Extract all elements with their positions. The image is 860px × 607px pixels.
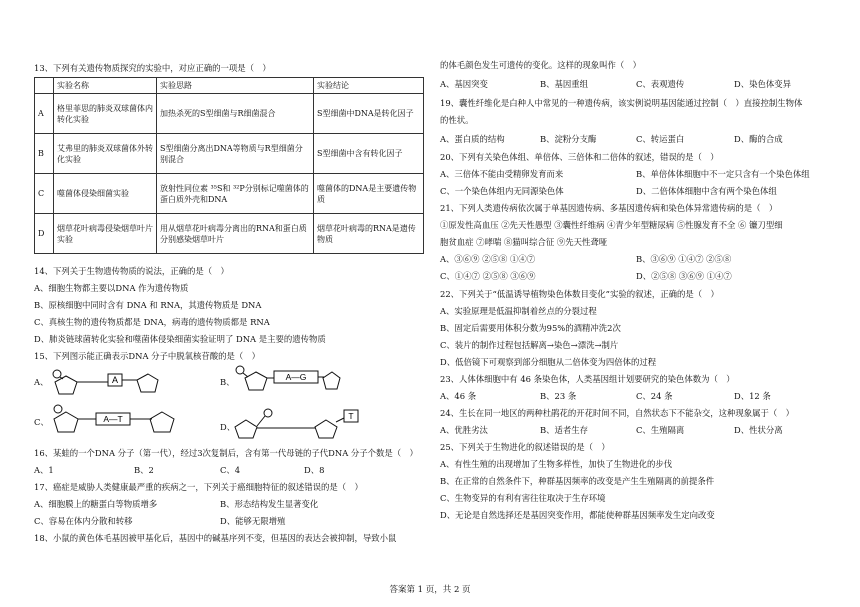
q15-option-a-base: A — [111, 375, 119, 385]
table-header-cell: 实验思路 — [157, 78, 314, 94]
q17-option-b: B、形态结构发生显著变化 — [220, 499, 319, 509]
q13-stem: 13、下列有关遗传物质探究的实验中，对应正确的一项是（ ） — [34, 63, 271, 73]
q22-stem: 22、下列关于“低温诱导植物染色体数目变化”实验的叙述，正确的是（ ） — [440, 289, 719, 299]
q21-option-b: B、③⑥⑨ ①④⑦ ②⑤⑧ — [636, 254, 732, 264]
table-cell-result: S型细菌中含有转化因子 — [314, 134, 424, 174]
q18-option-d: D、染色体变异 — [734, 79, 791, 89]
table-cell-opt: B — [35, 134, 54, 174]
q18-option-b: B、基因重组 — [540, 79, 589, 89]
q17-option-a: A、细胞膜上的糖蛋白等物质增多 — [34, 499, 158, 509]
q23-option-a: A、46 条 — [440, 391, 477, 401]
table-cell-name: 烟草花叶病毒侵染烟草叶片实验 — [54, 214, 157, 254]
table-cell-opt: A — [35, 94, 54, 134]
q24-option-a: A、优胜劣汰 — [440, 425, 488, 435]
q19-option-a: A、蛋白质的结构 — [440, 134, 505, 144]
table-cell-result: 噬菌体的DNA是主要遗传物质 — [314, 174, 424, 214]
table-header-row — [35, 78, 424, 94]
q15-stem: 15、下列图示能正确表示DNA 分子中脱氧核苷酸的是（ ） — [34, 351, 261, 361]
q24-option-c: C、生殖隔离 — [636, 425, 685, 435]
table-header-cell — [35, 78, 54, 94]
table-row — [35, 134, 424, 174]
q16-option-d: D、8 — [304, 465, 325, 475]
q21-items: ①原发性高血压 ②先天性愚型 ③囊性纤维病 ④青少年型糖尿病 ⑤性腺发育不全 ⑥ 镰刀型细 — [440, 220, 783, 230]
table-cell-name: 格里菲思的肺炎双球菌体内转化实验 — [54, 94, 157, 134]
q18-stem-continued: 的体毛颜色发生可遗传的变化。这样的现象叫作（ ） — [440, 60, 641, 70]
page-footer: 答案第 1 页，共 2 页 — [389, 585, 471, 595]
q18-option-a: A、基因突变 — [440, 79, 488, 89]
q15-option-a-label: A、 — [34, 377, 49, 387]
q22-option-d: D、低倍镜下可观察到部分细胞从二倍体变为四倍体的过程 — [440, 357, 657, 367]
q14-stem: 14、下列关于生物遗传物质的说法，正确的是（ ） — [34, 266, 229, 276]
q16-option-b: B、2 — [134, 465, 154, 475]
table-cell-name: 噬菌体侵染细菌实验 — [54, 174, 157, 214]
q23-option-d: D、12 条 — [734, 391, 771, 401]
table-row — [35, 214, 424, 254]
q20-stem: 20、下列有关染色体组、单倍体、三倍体和二倍体的叙述，错误的是（ ） — [440, 152, 719, 162]
table-cell-opt: D — [35, 214, 54, 254]
q19-option-c: C、转运蛋白 — [636, 134, 685, 144]
table-header-cell: 实验名称 — [54, 78, 157, 94]
q15-option-d-label: D、 — [220, 422, 236, 432]
q15-option-c-base: A—T — [103, 414, 123, 424]
q19-option-d: D、酶的合成 — [734, 134, 783, 144]
q25-option-b: B、在正常的自然条件下，种群基因频率的改变是产生生殖隔离的前提条件 — [440, 476, 715, 486]
q15-option-c-diagram — [50, 404, 190, 438]
q14-option-b: B、原核细胞中同时含有 DNA 和 RNA，其遗传物质是 DNA — [34, 300, 262, 310]
q15-option-b-diagram — [232, 362, 342, 398]
q23-option-c: C、24 条 — [636, 391, 673, 401]
q21-option-c: C、①④⑦ ②⑤⑧ ③⑥⑨ — [440, 271, 536, 281]
q20-option-a: A、三倍体不能由受精卵发育而来 — [440, 169, 564, 179]
q19-option-b: B、淀粉分支酶 — [540, 134, 597, 144]
q24-option-d: D、性状分离 — [734, 425, 783, 435]
q22-option-c: C、装片的制作过程包括解离→染色→漂洗→制片 — [440, 340, 619, 350]
table-cell-result: S型细菌中DNA是转化因子 — [314, 94, 424, 134]
q19-stem-line2: 的性状。 — [440, 115, 474, 125]
q17-stem: 17、癌症是威胁人类健康最严重的疾病之一，下列关于癌细胞特征的叙述错误的是（ ） — [34, 482, 363, 492]
table-cell-idea: 放射性同位素 ³⁵S和 ³²P分别标记噬菌体的蛋白质外壳和DNA — [157, 174, 314, 214]
q17-option-c: C、容易在体内分散和转移 — [34, 516, 133, 526]
q16-option-a: A、1 — [34, 465, 54, 475]
q14-option-d: D、肺炎链球菌转化实验和噬菌体侵染细菌实验证明了 DNA 是主要的遗传物质 — [34, 334, 326, 344]
table-row — [35, 174, 424, 214]
q20-option-d: D、二倍体体细胞中含有两个染色体组 — [636, 186, 777, 196]
q16-stem: 16、某蛙的一个DNA 分子（第一代），经过3次复制后，含有第一代母链的子代DNA 分子个数是（ ） — [34, 448, 418, 458]
q13-table — [34, 77, 424, 254]
table-cell-idea: 用从烟草花叶病毒分离出的RNA和蛋白质分别感染烟草叶片 — [157, 214, 314, 254]
q23-stem: 23、人体体细胞中有 46 条染色体，人类基因组计划要研究的染色体数为（ ） — [440, 374, 735, 384]
q18-option-c: C、表观遗传 — [636, 79, 685, 89]
q15-option-d-base: T — [348, 411, 354, 421]
q23-option-b: B、23 条 — [540, 391, 577, 401]
table-cell-result: 烟草花叶病毒的RNA是遗传物质 — [314, 214, 424, 254]
table-header-cell: 实验结论 — [314, 78, 424, 94]
q22-option-b: B、固定后需要用体积分数为95%的酒精冲洗2次 — [440, 323, 621, 333]
q25-option-a: A、有性生殖的出现增加了生物多样性，加快了生物进化的步伐 — [440, 459, 673, 469]
q19-stem: 19、囊性纤维化是白种人中常见的一种遗传病，该实例说明基因能通过控制（ ）直接控制生物体 — [440, 98, 803, 108]
q15-option-a-diagram — [50, 366, 165, 398]
q25-stem: 25、下列关于生物进化的叙述错误的是（ ） — [440, 442, 610, 452]
q14-option-a: A、细胞生物都主要以DNA 作为遗传物质 — [34, 283, 189, 293]
q18-stem: 18、小鼠的黄色体毛基因被甲基化后，基因中的碱基序列不变，但基因的表达会被抑制，导致小鼠 — [34, 533, 397, 543]
q15-option-c-label: C、 — [34, 417, 49, 427]
q24-option-b: B、适者生存 — [540, 425, 589, 435]
table-cell-opt: C — [35, 174, 54, 214]
q21-stem: 21、下列人类遗传病依次属于单基因遗传病、多基因遗传病和染色体异常遗传病的是（ ） — [440, 203, 778, 213]
q15-option-b-base: A—G — [285, 372, 307, 382]
q21-items-line2: 胞贫血症 ⑦哮喘 ⑧猫叫综合征 ⑨先天性聋哑 — [440, 237, 608, 247]
table-cell-name: 艾弗里的肺炎双球菌体外转化实验 — [54, 134, 157, 174]
q25-option-d: D、无论是自然选择还是基因突变作用，都能使种群基因频率发生定向改变 — [440, 510, 715, 520]
q20-option-c: C、一个染色体组内无同源染色体 — [440, 186, 564, 196]
q22-option-a: A、实验原理是低温抑制着丝点的分裂过程 — [440, 306, 597, 316]
q17-option-d: D、能够无限增殖 — [220, 516, 286, 526]
q15-option-d-diagram — [232, 404, 362, 442]
q14-option-c: C、真核生物的遗传物质都是 DNA，病毒的遗传物质都是 RNA — [34, 317, 270, 327]
q16-option-c: C、4 — [220, 465, 241, 475]
table-cell-idea: S型细菌分离出DNA等物质与R型细菌分别混合 — [157, 134, 314, 174]
table-cell-idea: 加热杀死的S型细菌与R细菌混合 — [157, 94, 314, 134]
table-row — [35, 94, 424, 134]
q21-option-a: A、③⑥⑨ ②⑤⑧ ①④⑦ — [440, 254, 536, 264]
q20-option-b: B、单倍体体细胞中不一定只含有一个染色体组 — [636, 169, 810, 179]
q21-option-d: D、②⑤⑧ ③⑥⑨ ①④⑦ — [636, 271, 732, 281]
q25-option-c: C、生物变异的有利有害往往取决于生存环境 — [440, 493, 606, 503]
q24-stem: 24、生长在同一地区的两种杜鹃花的开花时间不同，自然状态下不能杂交，这种现象属于（ ） — [440, 408, 795, 418]
q15-option-b-label: B、 — [220, 377, 235, 387]
